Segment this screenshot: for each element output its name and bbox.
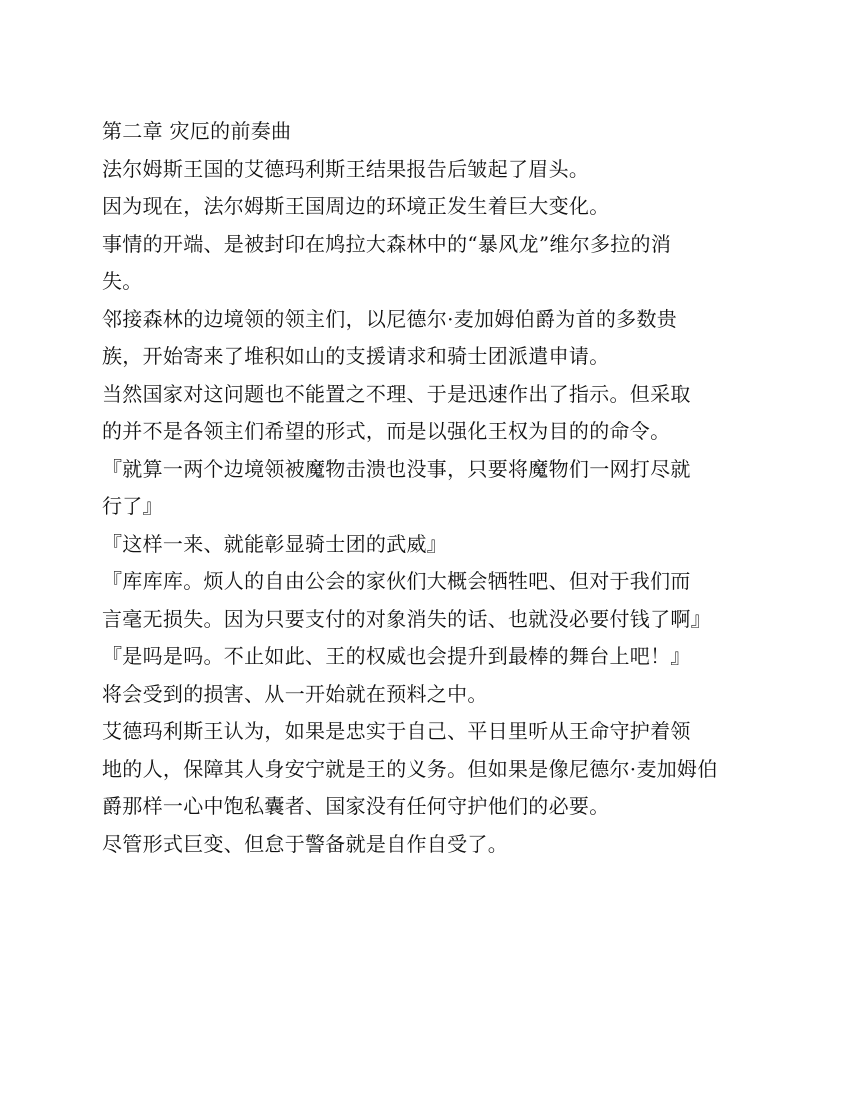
chapter-title: 第二章 灾厄的前奏曲 [102, 119, 292, 143]
text-line: 邻接森林的边境领的领主们，以尼德尔·麦加姆伯爵为首的多数贵 [102, 306, 678, 331]
text-line: 族，开始寄来了堆积如山的支援请求和骑士团派遣申请。 [102, 344, 610, 368]
text-line: 『是吗是吗。不止如此、王的权威也会提升到最棒的舞台上吧！』 [102, 644, 691, 668]
text-line: 失。 [102, 269, 143, 293]
document-body [102, 113, 752, 863]
text-line: 爵那样一心中饱私囊者、国家没有任何守护他们的必要。 [102, 794, 610, 818]
text-line: 因为现在，法尔姆斯王国周边的环境正发生着巨大变化。 [102, 194, 610, 218]
text-line: 将会受到的损害、从一开始就在预料之中。 [102, 681, 488, 706]
text-line: 艾德玛利斯王认为，如果是忠实于自己、平日里听从王命守护着领 [102, 719, 691, 743]
text-line: 行了』 [102, 494, 163, 518]
text-line: 『库库库。烦人的自由公会的家伙们大概会牺牲吧、但对于我们而 [102, 569, 691, 593]
text-line: 言毫无损失。因为只要支付的对象消失的话、也就没必要付钱了啊』 [102, 606, 711, 631]
text-line: 法尔姆斯王国的艾德玛利斯王结果报告后皱起了眉头。 [102, 156, 590, 181]
text-line: 当然国家对这问题也不能置之不理、于是迅速作出了指示。但采取 [102, 381, 691, 406]
text-line: 事情的开端、是被封印在鸠拉大森林中的“暴风龙”维尔多拉的消 [102, 231, 672, 256]
text-line: 『就算一两个边境领被魔物击溃也没事，只要将魔物们一网打尽就 [102, 456, 691, 481]
text-line: 地的人，保障其人身安宁就是王的义务。但如果是像尼德尔·麦加姆伯 [102, 756, 718, 781]
text-line: 『这样一来、就能彰显骑士团的武威』 [102, 531, 448, 556]
text-line: 的并不是各领主们希望的形式，而是以强化王权为目的的命令。 [102, 419, 671, 443]
text-line: 尽管形式巨变、但怠于警备就是自作自受了。 [102, 831, 508, 856]
